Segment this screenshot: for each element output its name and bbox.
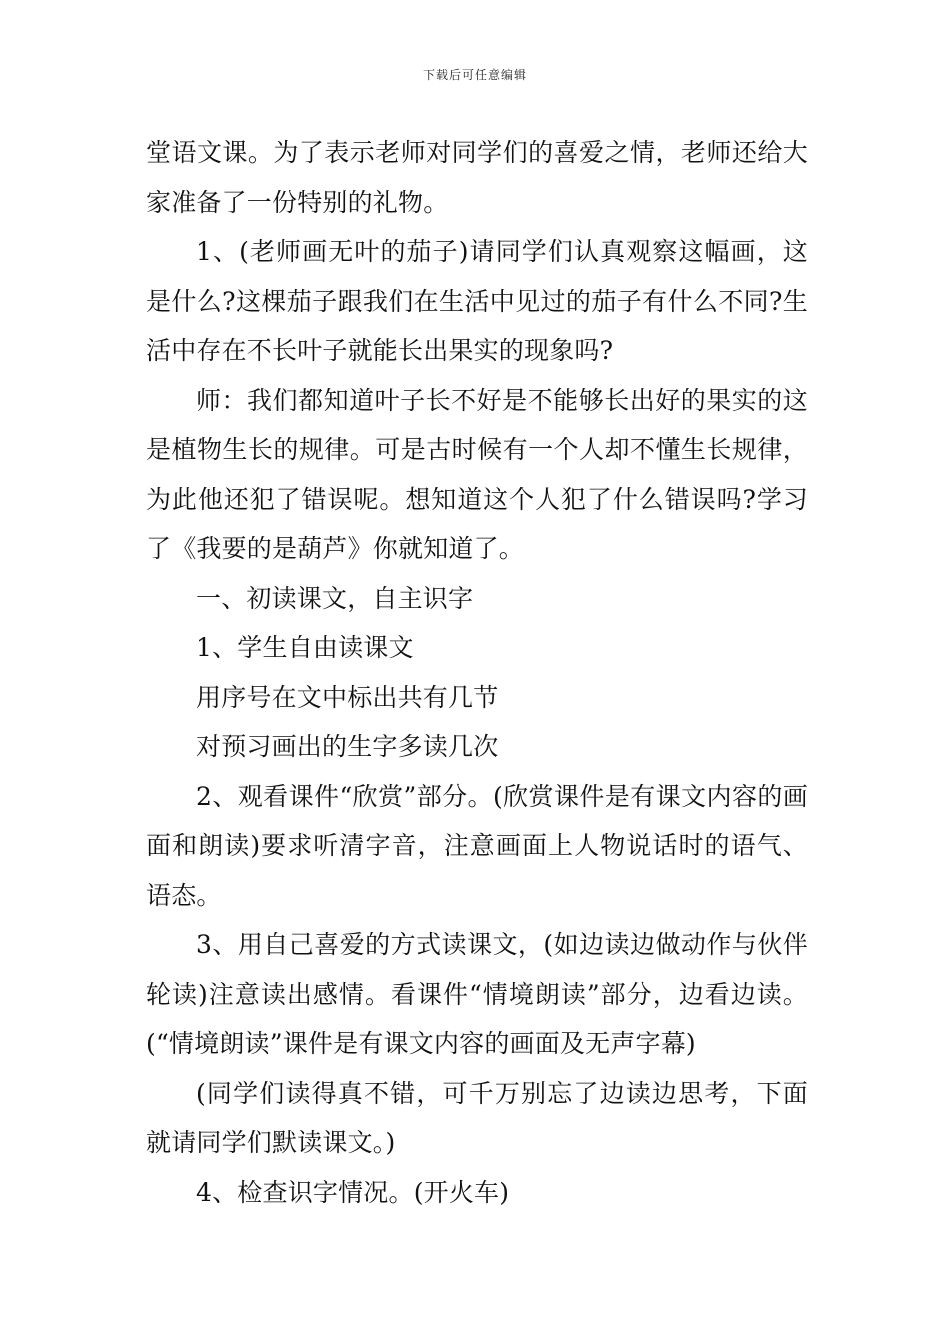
step-4: 4、检查识字情况。(开火车) bbox=[196, 1177, 510, 1207]
paragraph-1: 堂语文课。为了表示老师对同学们的喜爱之情，老师还给大家准备了一份特别的礼物。 bbox=[146, 138, 808, 217]
step-1-sub-a: 用序号在文中标出共有几节 bbox=[196, 682, 499, 712]
section-heading: 一、初读课文，自主识字 bbox=[196, 583, 474, 613]
step-2: 2、观看课件“欣赏”部分。(欣赏课件是有课文内容的画面和朗读)要求听清字音，注意画面上人物说话时的语气、语态。 bbox=[146, 781, 808, 910]
step-3: 3、用自己喜爱的方式读课文，(如边读边做动作与伙伴轮读)注意读出感情。看课件“情境朗读”部分，边看边读。(“情境朗读”课件是有课文内容的画面及无声字幕) bbox=[146, 930, 808, 1058]
paragraph-2: 1、(老师画无叶的茄子)请同学们认真观察这幅画，这是什么?这棵茄子跟我们在生活中见过的茄子有什么不同?生活中存在不长叶子就能长出果实的现象吗? bbox=[146, 237, 808, 365]
page-header: 下载后可任意编辑 bbox=[422, 68, 527, 82]
step-1-sub-b: 对预习画出的生字多读几次 bbox=[196, 732, 499, 761]
step-3-note: (同学们读得真不错，可千万别忘了边读边思考，下面就请同学们默读课文。) bbox=[146, 1078, 808, 1157]
document-body bbox=[146, 128, 808, 1217]
step-1: 1、学生自由读课文 bbox=[196, 633, 414, 662]
paragraph-3: 师：我们都知道叶子长不好是不能够长出好的果实的这是植物生长的规律。可是古时候有一个人却不懂生长规律，为此他还犯了错误呢。想知道这个人犯了什么错误吗?学习了《我要的是葫芦》你就知道了。 bbox=[146, 385, 808, 563]
